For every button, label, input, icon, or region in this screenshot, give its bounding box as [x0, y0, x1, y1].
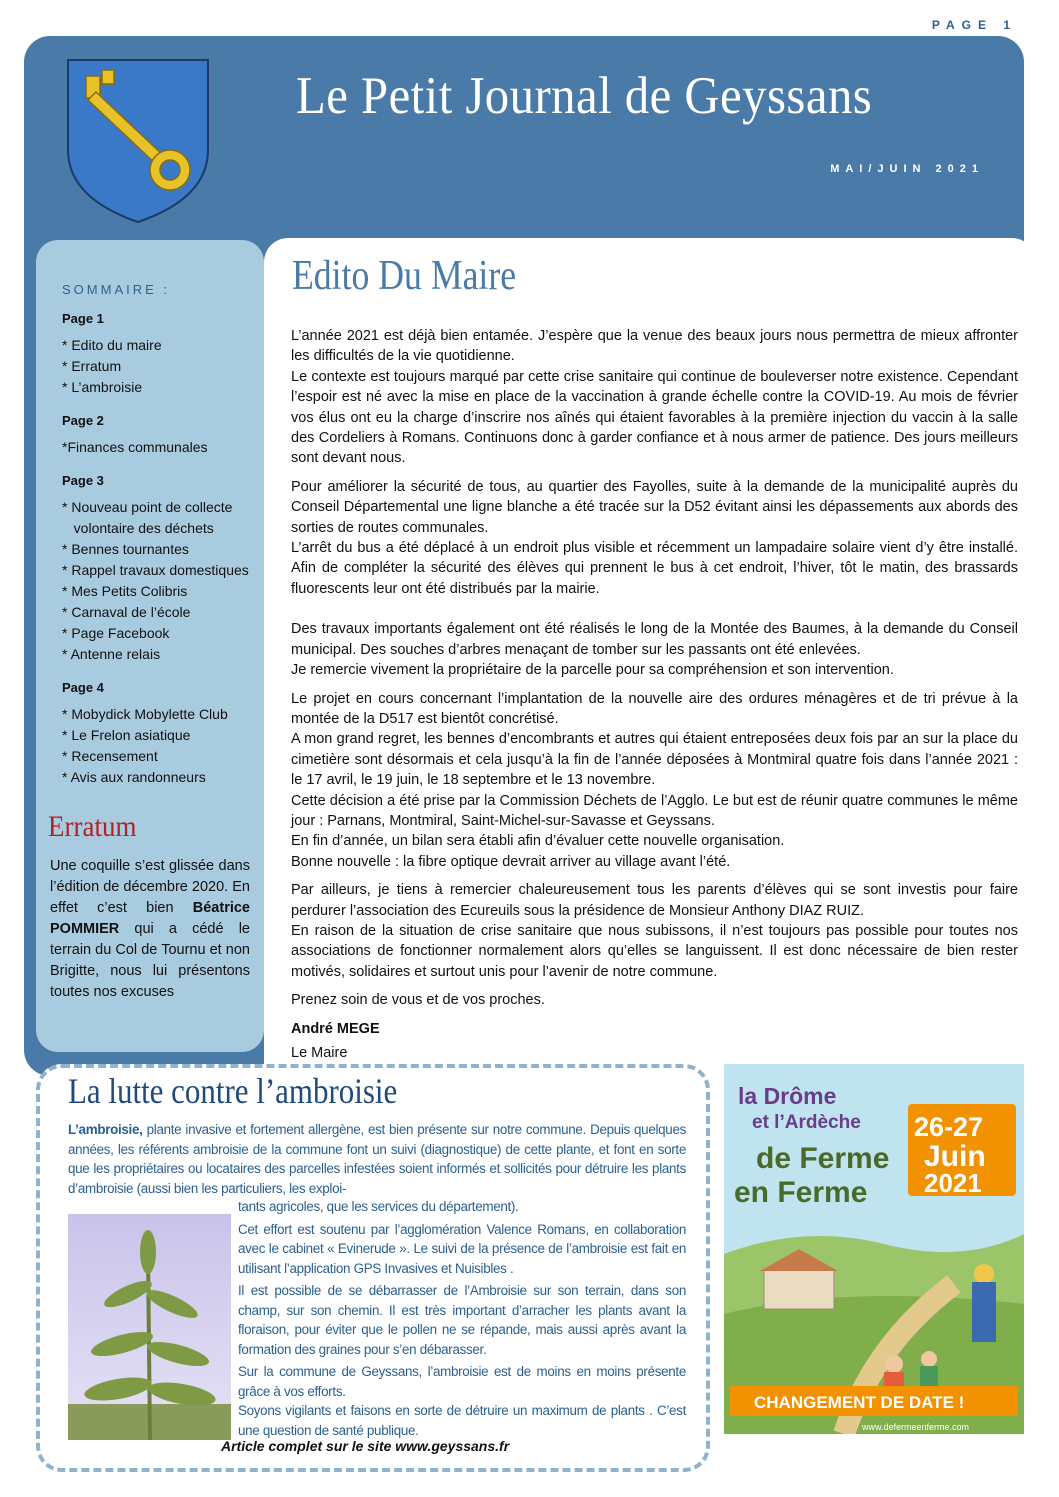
page-number-label: PAGE 1 — [931, 18, 1017, 32]
issue-date: MAI/JUIN 2021 — [830, 163, 984, 175]
edito-paragraph: Par ailleurs, je tiens à remercier chaleureusement tous les parents d’élèves qui se sont investis pour faire perdurer l’association des Ecureuils sous la présidence de Monsieur Anthony DIAZ RUIZ. En raison de la situation de crise sanitaire que nous subissons, il n’est toujours pas possible pour toutes nos associations de fonctionner normalement alors qu’elles se languissent. Il est donc nécessaire de bien rester motivés, solidaires et surtout unis pour l’avenir de notre commune. — [291, 882, 1018, 980]
poster-month: Juin — [924, 1140, 986, 1173]
toc-item: *Finances communales — [62, 439, 208, 455]
signature-name: André MEGE — [291, 1020, 380, 1037]
ambroisie-plant-photo — [68, 1214, 231, 1440]
poster-url: www.defermeenferme.com — [862, 1422, 970, 1432]
poster-line3: de Ferme — [756, 1142, 890, 1175]
toc-item: * Le Frelon asiatique — [62, 727, 191, 743]
toc-item: * Page Facebook — [62, 625, 170, 641]
erratum-text: Une coquille s’est glissée dans l’édition de décembre 2020. En effet c’est bien Béatrice POMMIER qui a cédé le terrain du Col de Tournu et non Brigitte, nous lui présentons toutes nos excuses — [50, 858, 250, 1000]
edito-paragraph: Pour améliorer la sécurité de tous, au quartier des Fayolles, suite à la demande de la municipalité auprès du Conseil Départemental une ligne blanche a été tracée sur la D52 évitant ainsi les dépassements aux abords des sorties de routes communales. L’arrêt du bus a été déplacé à un endroit plus visible et récemment un lampadaire solaire vient d’y être installé. Afin de compléter la sécurité des élèves qui prennent le bus à cet endroit, l’hiver, tôt le matin, des brassards fluorescents leur ont été distribués par la mairie. — [291, 478, 1018, 597]
ferme-en-ferme-poster — [724, 1064, 1024, 1434]
poster-year: 2021 — [924, 1168, 982, 1198]
toc-item: * Mobydick Mobylette Club — [62, 706, 228, 722]
edito-title: Edito Du Maire — [292, 253, 517, 299]
erratum-name: Béatrice POMMIER — [50, 900, 250, 937]
ambroisie-paragraph: tants agricoles, que les services du département). — [238, 1199, 519, 1214]
toc-item: * Recensement — [62, 748, 158, 764]
edito-paragraph: Des travaux importants également ont été réalisés le long de la Montée des Baumes, à la demande du Conseil municipal. Des souches d’arbres menaçant de tomber sur les passants ont été enlevées. Je remercie vivement la propriétaire de la parcelle pour sa compréhension et son intervention. — [291, 621, 1018, 679]
toc-item: volontaire des déchets — [62, 520, 214, 536]
poster-line4: en Ferme — [734, 1176, 868, 1209]
toc-page-heading: Page 2 — [62, 413, 104, 428]
toc-item: * Edito du maire — [62, 337, 162, 353]
newsletter-title: Le Petit Journal de Geyssans — [296, 67, 873, 125]
toc-page-heading: Page 3 — [62, 473, 104, 488]
poster-line2: et l’Ardèche — [752, 1112, 861, 1133]
erratum-title: Erratum — [48, 810, 137, 843]
toc-item: * Bennes tournantes — [62, 541, 189, 557]
toc-item: * L’ambroisie — [62, 379, 143, 395]
ambroisie-body — [238, 1197, 686, 1443]
edito-paragraph: Prenez soin de vous et de vos proches. — [291, 992, 545, 1009]
toc-item: * Rappel travaux domestiques — [62, 562, 249, 578]
ambroisie-paragraph: Cet effort est soutenu par l’agglomération Valence Romans, en collaboration avec le cabinet « Evinerude ». Le suivi de la présence de l’ambroisie est fait en utilisant l’application GPS Invasives et Nuisibles . — [238, 1221, 686, 1276]
signature-role: Le Maire — [291, 1045, 348, 1061]
toc-page-heading: Page 1 — [62, 311, 104, 326]
ambroisie-paragraph: Il est possible de se débarrasser de l’Ambroisie sur son terrain, dans son champ, sur son chemin. Il est très important d’arracher les plants avant la floraison, pour éviter que le pollen ne se répande, mais aussi après avant la formation des graines pour s’en débarasser. — [238, 1283, 686, 1357]
ambroisie-title: La lutte contre l’ambroisie — [68, 1071, 398, 1111]
poster-line1: la Drôme — [738, 1083, 837, 1109]
ambroisie-paragraph: Soyons vigilants et faisons en sorte de détruire un maximum de plants . C’est une question de santé publique. — [238, 1403, 686, 1438]
toc-page-heading: Page 4 — [62, 680, 104, 695]
ambroisie-paragraph: Sur la commune de Geyssans, l’ambroisie est de moins en moins présente grâce à vos efforts. — [238, 1364, 686, 1399]
toc-item: * Nouveau point de collecte — [62, 499, 233, 515]
toc-item: * Avis aux randonneurs — [62, 769, 206, 785]
edito-paragraph: Le projet en cours concernant l’implantation de la nouvelle aire des ordures ménagères et de tri prévue à la montée de la D517 est bientôt concrétisé. A mon grand regret, les bennes d’encombrants et autres qui étaient entreposées deux fois par an sur la place du cimetière sont désormais et cela jusqu’à la fin de l’année déposées à Montmiral quatre fois dans l’année 2021 : le 17 avril, le 19 juin, le 18 septembre et le 13 novembre. Cette décision a été prise par la Commission Déchets de l’Agglo. Le but est de réunir quatre communes le même jour : Parnans, Montmiral, Saint-Michel-sur-Savasse et Geyssans. En fin d’année, un bilan sera établi afin d’évaluer cette nouvelle organisation. Bonne nouvelle : la fibre optique devrait arriver au village avant l’été. — [291, 690, 1018, 870]
table-of-contents — [62, 308, 262, 788]
toc-item: * Antenne relais — [62, 646, 161, 662]
toc-title: SOMMAIRE : — [62, 282, 171, 297]
article-link[interactable]: Article complet sur le site www.geyssans.fr — [221, 1438, 510, 1454]
edito-body — [291, 326, 1018, 1071]
toc-item: * Mes Petits Colibris — [62, 583, 188, 599]
edito-paragraph: L’année 2021 est déjà bien entamée. J’espère que la venue des beaux jours nous permettra de mieux affronter les difficultés de la vie quotidienne. Le contexte est toujours marqué par cette crise sanitaire qui continue de bouleverser notre existence. Cependant l’espoir est né avec la mise en place de la vaccination à grande échelle contre la COVID-19. Au mois de février vos élus ont eu la charge d’inscrire nos aînés qui étaient favorables à la première injection du vaccin à la salle des Cordeliers à Romans. Continuons donc à garder confiance et à nous armer de patience. Des jours meilleurs sont devant nous. — [291, 328, 1018, 467]
poster-dates: 26-27 — [914, 1112, 984, 1142]
key-crest-icon — [66, 58, 210, 224]
ambroisie-lead: L’ambroisie, plante invasive et fortement allergène, est bien présente sur notre commune. Depuis quelques années, les référents ambroisie de la commune font un suivi (diagnostique) de cette plante, et font en sorte que les propriétaires ou locataires des parcelles infestées soient informés et sollicités pour détruire les plants d’ambroisie (aussi bien les particuliers, les exploi- — [68, 1122, 686, 1196]
poster-banner: CHANGEMENT DE DATE ! — [754, 1393, 965, 1412]
toc-item: * Carnaval de l’école — [62, 604, 191, 620]
toc-item: * Erratum — [62, 358, 122, 374]
